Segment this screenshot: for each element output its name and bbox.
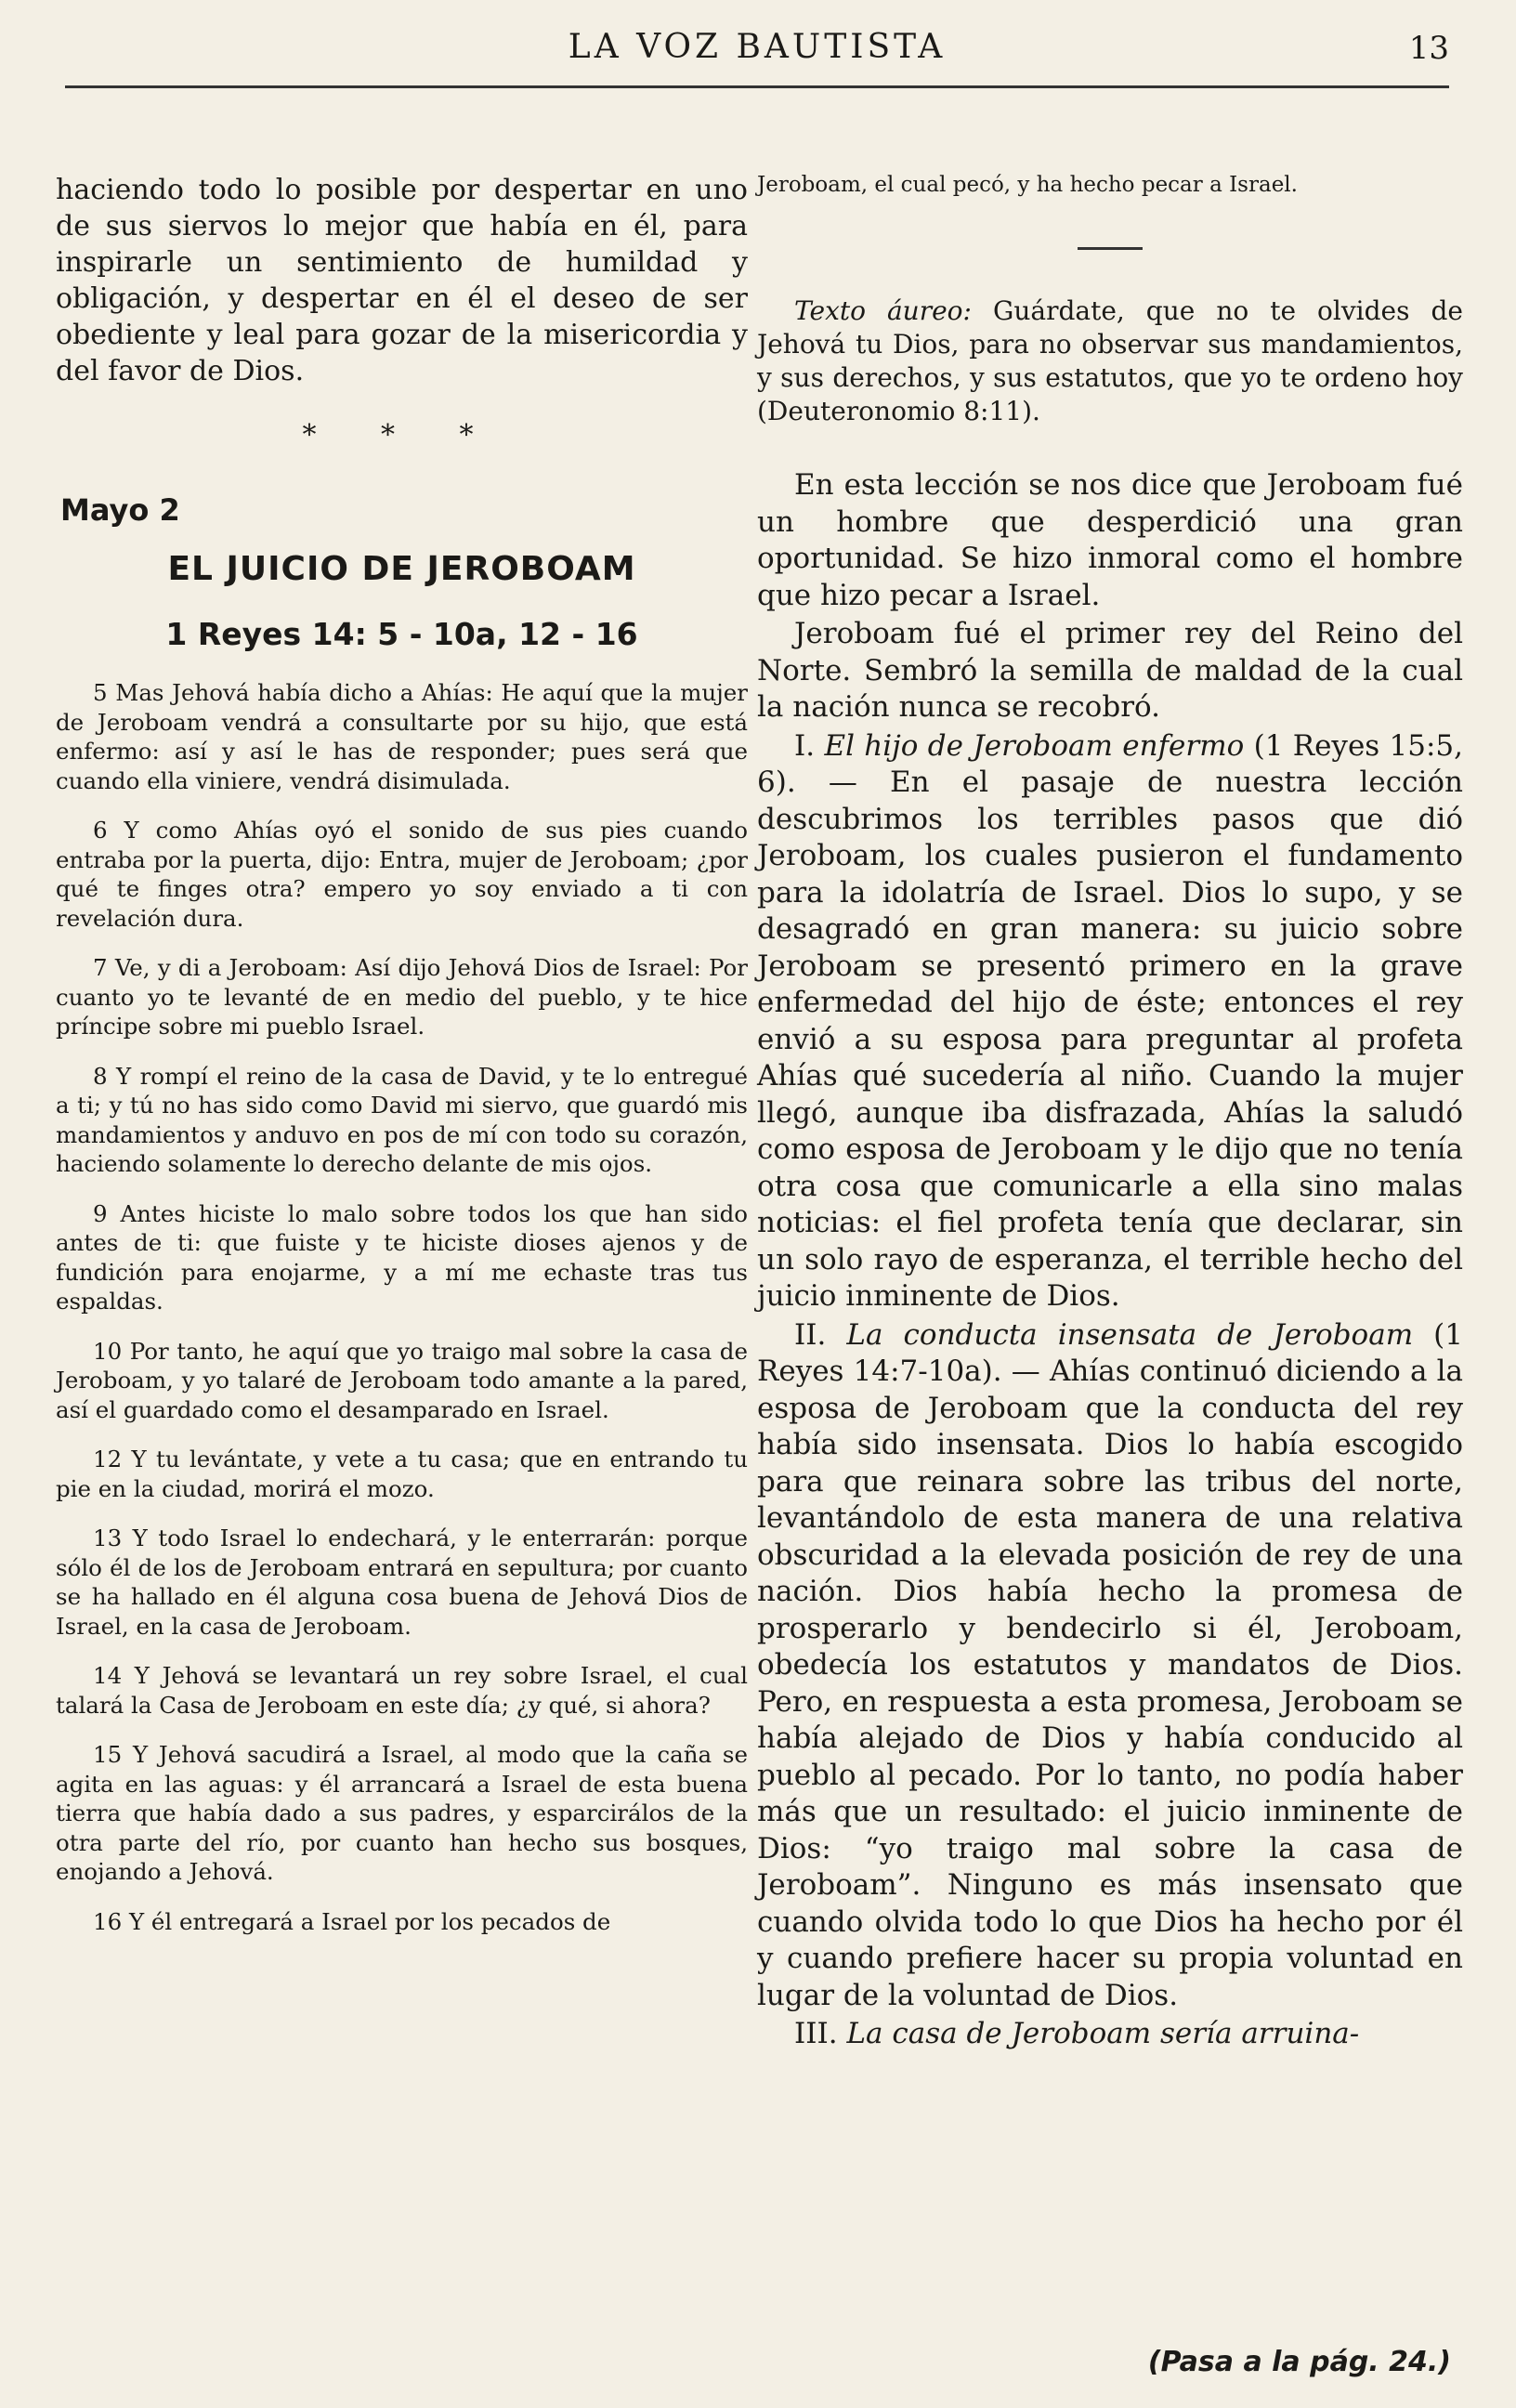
header-rule [65,85,1449,88]
section-text: (1 Reyes 15:5, 6). — En el pasaje de nuestra lección descubrimos los terribles pasos que dió Jeroboam, los cuales pusieron el fundamento para la idolatría de Israel. Dios lo supo, y se desagradó en gran manera: su juicio sobre Jeroboam se presentó primero en la grave enfermedad del hijo de éste; entonces el rey envió a su esposa para preguntar al profeta Ahías qué sucedería al niño. Cuando la mujer llegó, aunque iba disfrazada, Ahías la saludó como esposa de Jeroboam y le dijo que no tenía otra cosa que comunicarle a ella sino malas noticias: el fiel profeta tenía que declarar, sin un solo rayo de esperanza, el terrible hecho del juicio inminente de Dios. [757,728,1463,1313]
section-stars: * * * [302,419,502,452]
right-column [757,172,1463,2055]
verse-paragraph: 14 Y Jehová se levantará un rey sobre Israel, el cual talará la Casa de Jeroboam en este día; ¿y qué, si ahora? [56,1662,748,1719]
verse-paragraph: 15 Y Jehová sacudirá a Israel, al modo que la caña se agita en las aguas: y él arrancará a Israel de esta buena tierra que había dado a sus padres, y esparcirálos de la otra parte del río, por cuanto han hecho sus bosques, enojando a Jehová. [56,1741,748,1885]
continued-verse: Jeroboam, el cual pecó, y ha hecho pecar a Israel. [757,173,1298,197]
verse-paragraph: 16 Y él entregará a Israel por los pecados de [93,1907,611,1935]
section-two [757,1317,1463,2015]
intro-paragraph: haciendo todo lo posible por despertar en uno de sus siervos lo mejor que había en él, para inspirarle un sentimiento de humildad y obligación, y despertar en él el deseo de ser obediente y leal para gozar de la misericordia y del favor de Dios. [56,174,748,387]
section-number: II. [794,1317,827,1352]
page-number: 13 [1408,30,1449,67]
divider-rule [1078,247,1143,250]
section-number: I. [794,728,816,763]
commentary-paragraph: Jeroboam fué el primer rey del Reino del Norte. Sembró la semilla de maldad de la cual la nación nunca se recobró. [757,617,1463,724]
section-title: El hijo de Jeroboam enfermo [824,728,1245,763]
section-three [757,2016,1463,2053]
verse-paragraph: 6 Y como Ahías oyó el sonido de sus pies cuando entraba por la puerta, dijo: Entra, mujer de Jeroboam; ¿por qué te finges otra? empero yo soy enviado a ti con revelación dura. [56,817,748,932]
lesson-title: EL JUICIO DE JEROBOAM [167,550,636,588]
left-column [56,172,748,1956]
golden-text-body: Guárdate, que no te olvides de Jehová tu Dios, para no observar sus mandamientos, y sus derechos, y sus estatutos, que yo te ordeno hoy (Deuteronomio 8:11). [757,295,1463,426]
commentary-paragraph: En esta lección se nos dice que Jeroboam fué un hombre que desperdició una gran oportunidad. Se hizo inmoral como el hombre que hizo pecar a Israel. [757,468,1463,612]
section-title: La casa de Jeroboam sería arruina- [846,2017,1360,2050]
page-header [65,28,1449,93]
publication-title: LA VOZ BAUTISTA [568,28,947,66]
lesson-date: Mayo 2 [60,492,180,528]
verse-paragraph: 7 Ve, y di a Jeroboam: Así dijo Jehová Dios de Israel: Por cuanto yo te levanté de en medio del pueblo, y te hice príncipe sobre mi pueblo Israel. [56,954,748,1040]
verse-paragraph: 10 Por tanto, he aquí que yo traigo mal sobre la casa de Jeroboam, y yo talaré de Jeroboam todo amante a la pared, así el guardado como el desamparado en Israel. [56,1337,748,1423]
verse-paragraph: 9 Antes hiciste lo malo sobre todos los que han sido antes de ti: que fuiste y te hiciste dioses ajenos y de fundición para enojarme, y a mí me echaste tras tus espaldas. [56,1199,748,1315]
section-text: (1 Reyes 14:7-10a). — Ahías continuó diciendo a la esposa de Jeroboam que la conducta del rey había sido insensata. Dios lo había escogido para que reinara sobre las tribus del norte, levantándolo de esta manera de una relativa obscuridad a la elevada posición de rey de una nación. Dios había hecho la promesa de prosperarlo y bendecirlo si él, Jeroboam, obedecía los estatutos y mandatos de Dios. Pero, en respuesta a esta promesa, Jeroboam se había alejado de Dios y había conducido al pueblo al pecado. Por lo tanto, no podía haber más que un resultado: el juicio inminente de Dios: “yo traigo mal sobre la casa de Jeroboam”. Ninguno es más insensato que cuando olvida todo lo que Dios ha hecho por él y cuando prefiere hacer su propia voluntad en lugar de la voluntad de Dios. [757,1317,1463,2012]
verse-paragraph: 13 Y todo Israel lo endechará, y le enterrarán: porque sólo él de los de Jeroboam entrará en sepultura; por cuanto se ha hallado en él alguna cosa buena de Jehová Dios de Israel, en la casa de Jeroboam. [56,1525,748,1640]
section-one [757,728,1463,1315]
continued-note: (Pasa a la pág. 24.) [1147,2346,1451,2378]
verse-paragraph: 12 Y tu levántate, y vete a tu casa; que en entrando tu pie en la ciudad, morirá el mozo. [56,1446,748,1502]
golden-text [757,294,1463,428]
verse-paragraph: 8 Y rompí el reino de la casa de David, y te lo entregué a ti; y tú no has sido como David mi siervo, que guardó mis mandamientos y anduvo en pos de mí con todo su corazón, haciendo solamente lo derecho delante de mis ojos. [56,1062,748,1177]
golden-text-label: Texto áureo: [794,295,972,326]
section-number: III. [794,2017,838,2050]
verse-paragraph: 5 Mas Jehová había dicho a Ahías: He aquí que la mujer de Jeroboam vendrá a consultarte por su hijo, que está enfermo: así y así le has de responder; pues será que cuando ella viniere, vendrá disimulada. [56,679,748,794]
lesson-reference: 1 Reyes 14: 5 - 10a, 12 - 16 [165,616,638,652]
section-title: La conducta insensata de Jeroboam [846,1317,1414,1352]
